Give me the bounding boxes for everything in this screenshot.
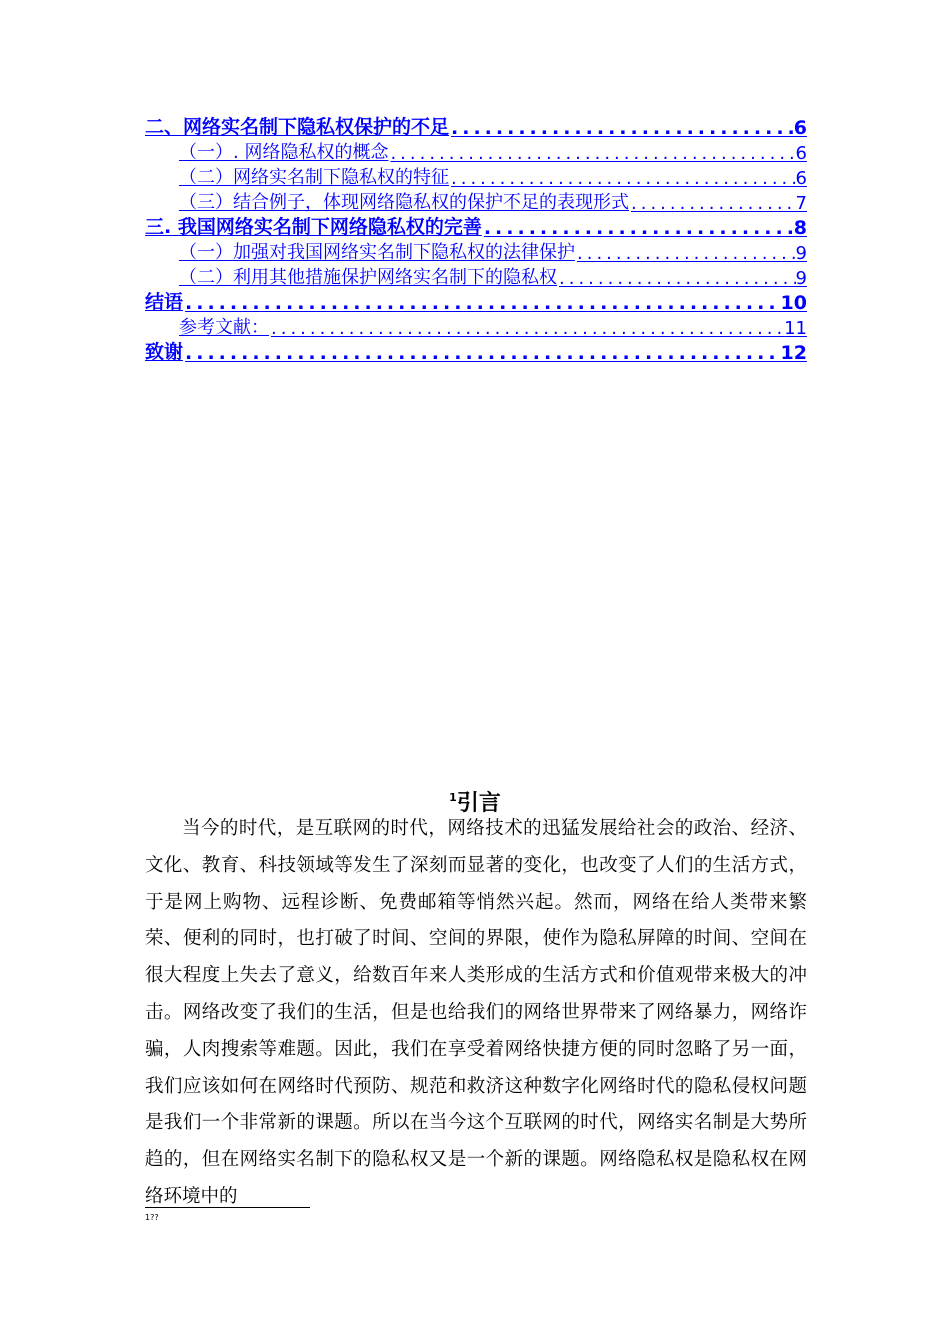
toc-entry[interactable]: [145, 314, 807, 339]
toc-entry-title: 三. 我国网络实名制下网络隐私权的完善: [145, 216, 482, 238]
toc-entry[interactable]: [145, 339, 807, 364]
toc-leader-dots: [449, 168, 796, 189]
toc-entry[interactable]: [145, 189, 807, 214]
toc-entry[interactable]: [145, 264, 807, 289]
toc-leader-dots: [449, 117, 794, 139]
toc-entry-title: （二）利用其他措施保护网络实名制下的隐私权: [179, 267, 557, 288]
toc-entry[interactable]: [145, 164, 807, 189]
toc-entry-title: （二）网络实名制下隐私权的特征: [179, 167, 449, 188]
toc-entry-title: （一）. 网络隐私权的概念: [179, 142, 389, 163]
toc-leader-dots: [557, 268, 796, 289]
toc-entry-page: 10: [780, 292, 807, 314]
toc-leader-dots: [482, 217, 794, 239]
toc-entry-title: 二、网络实名制下隐私权保护的不足: [145, 116, 450, 138]
toc-entry-title: 参考文献：: [179, 317, 269, 338]
toc-entry[interactable]: [145, 139, 807, 164]
toc-entry-title: （三）结合例子，体现网络隐私权的保护不足的表现形式: [179, 192, 629, 213]
toc-entry-page: 12: [780, 342, 807, 364]
toc-entry[interactable]: [145, 239, 807, 264]
toc-entry-page: 6: [795, 168, 807, 189]
toc-entry-page: 9: [795, 268, 807, 289]
footnote-separator: [145, 1207, 310, 1208]
section-heading-text: 引言: [456, 791, 501, 816]
toc-entry-page: 6: [793, 117, 807, 139]
toc-leader-dots: [183, 342, 781, 364]
toc-leader-dots: [183, 292, 781, 314]
toc-entry[interactable]: [145, 214, 807, 239]
toc-entry-page: 7: [795, 193, 807, 214]
footnote-text: 1??: [145, 1213, 159, 1222]
body-paragraph: 当今的时代，是互联网的时代，网络技术的迅猛发展给社会的政治、经济、文化、教育、科技领域等发生了深刻而显著的变化，也改变了人们的生活方式，于是网上购物、远程诊断、免费邮箱等悄然兴起。然而，网络在给人类带来繁荣、便利的同时，也打破了时间、空间的界限，使作为隐私屏障的时间、空间在很大程度上失去了意义，给数百年来人类形成的生活方式和价值观带来极大的冲击。网络改变了我们的生活，但是也给我们的网络世界带来了网络暴力，网络诈骗，人肉搜索等难题。因此，我们在享受着网络快捷方便的同时忽略了另一面，我们应该如何在网络时代预防、规范和救济这种数字化网络时代的隐私侵权问题是我们一个非常新的课题。所以在当今这个互联网的时代，网络实名制是大势所趋的，但在网络实名制下的隐私权又是一个新的课题。网络隐私权是隐私权在网络环境中的: [145, 818, 807, 1207]
toc-entry-page: 6: [795, 143, 807, 164]
toc-entry-title: （一）加强对我国网络实名制下隐私权的法律保护: [179, 242, 575, 263]
toc-entry-title: 结语: [145, 291, 184, 313]
toc-entry-page: 9: [795, 243, 807, 264]
toc-entry[interactable]: [145, 289, 807, 314]
toc-leader-dots: [269, 318, 784, 339]
table-of-contents: [145, 114, 807, 364]
toc-entry-title: 致谢: [145, 341, 184, 363]
toc-entry[interactable]: [145, 114, 807, 139]
toc-leader-dots: [629, 193, 796, 214]
toc-entry-page: 11: [784, 318, 807, 339]
toc-leader-dots: [388, 143, 795, 164]
toc-leader-dots: [575, 243, 796, 264]
footnote-reference[interactable]: 1: [449, 791, 457, 804]
toc-entry-page: 8: [793, 217, 807, 239]
